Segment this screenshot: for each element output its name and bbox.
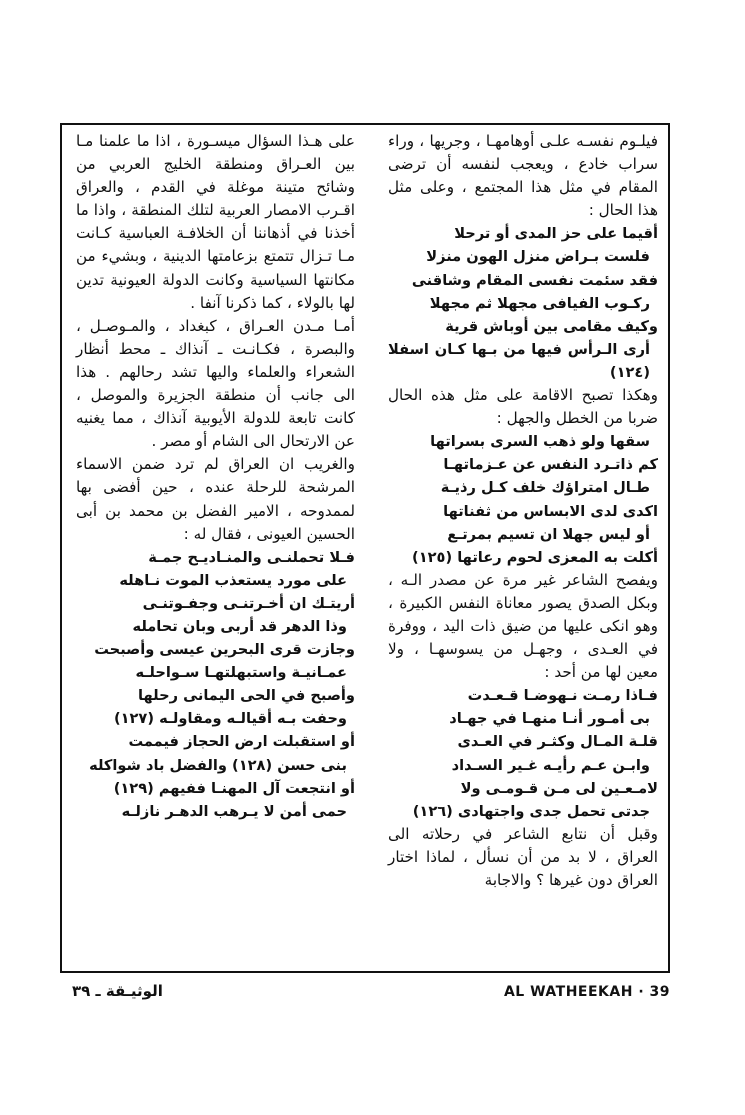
body-paragraph: أمـا مـدن العـراق ، كبغداد ، والمـوصـل ، والبصرة ، فكـانـت ـ آنذاك ـ محط أنظار الشعراء والعلماء واليها تشد رحالهم . هذا الى جانب أن منطقة الجزيرة والموصل ، كانت تابعة للدولة الأيوبية آنذاك ، مما يغنيه عن الارتحال الى الشام أو مصر .: [76, 316, 355, 451]
poem-verse: فـاذا رمـت نـهوضـا قـعـدت: [467, 687, 658, 705]
body-paragraph: والغريب ان العراق لم ترد ضمن الاسماء المرشحة للرحلة عنده ، حين أفضى بها لممدوحه ، الامير الفضل بن محمد بن أبى الحسين العيونى ، فقال له :: [76, 455, 355, 543]
poem-verse: وحفت بـه أقيالـه ومقاولـه (١٢٧): [113, 710, 347, 728]
poem-verse: على مورد يستعذب الموت نـاهله: [119, 571, 347, 589]
poem-verse: اكدى لدى الابساس من ثفناتها: [443, 502, 658, 520]
poem-verse: وابـن عـم رأيـه غـير السـداد: [451, 756, 650, 774]
body-paragraph: فيلـوم نفسـه علـى أوهامهـا ، وجريها ، وراء سراب خادع ، ويعجب لنفسه أن ترضى المقام في مثل هذا المجتمع ، وعلى مثل هذا الحال :: [388, 132, 658, 220]
poem-verse: فقد سئمت نفسى المقام وشاقنى: [411, 271, 658, 289]
footer-journal-page-number: AL WATHEEKAH · 39: [503, 984, 670, 1000]
body-paragraph: وهكذا تصبح الاقامة على مثل هذه الحال ضربا من الخطل والجهل :: [388, 386, 658, 428]
poem-verse: حمى أمن لا يـرهب الدهـر نازلـه: [121, 802, 347, 820]
poem-verse: أرى الـرأس فيها من بـها كـان اسفلا (١٢٤): [388, 340, 650, 381]
body-paragraph: ويفصح الشاعر غير مرة عن مصدر الـه ، وبكل الصدق يصور معاناة النفس الكبيرة ، وهو انكى عليها من ضيق ذات اليد ، ووفرة في العـدى ، وجهـل من يسوسهـا ، ولا معين لها من أحد :: [388, 570, 658, 682]
poem-verse: فـلا تحملنـى والمنـاديـح جمـة: [148, 548, 355, 566]
poem-verse: قلـة المـال وكثـر في العـدى: [457, 733, 658, 751]
poem-verse: وكيف مقامى بين أوباش قرية: [445, 317, 658, 335]
right-column: [388, 130, 658, 892]
poem-verse: عمـانيـة واستبهلتهـا سـواحلـه: [135, 664, 347, 682]
poem-verse: أو انتجعت آل المهنـا ففيهم (١٢٩): [113, 779, 355, 797]
body-paragraph: على هـذا السؤال ميسـورة ، اذا ما علمنا مـا بين العـراق ومنطقة الخليج العربي من وشائح متينة موغلة في القدم ، والعراق اقـرب الامصار العربية لتلك المنطقة ، واذا ما أخذنا في أذهاننا أن الخلافـة العباسية كـانت مـا تـزال تتمتع بزعامتها الدينية ، وبشيء من مكانتها السياسية وكانت الدولة العيونية تدين لها بالولاء ، كما ذكرنا آنفا .: [76, 132, 355, 312]
body-paragraph: وقبل أن نتابع الشاعر في رحلاته الى العراق ، لا بد من أن نسأل ، لماذا اختار العراق دون غيرها ؟ والاجابة: [388, 824, 658, 889]
poem-verse: أو استقبلت ارض الحجاز فيممت: [128, 733, 355, 751]
left-column: [76, 130, 355, 823]
poem-verse: جدتى تحمل جدى واجتهادى (١٢٦): [412, 802, 650, 820]
poem-verse: أقيما على حز المدى أو ترحلا: [454, 225, 658, 243]
poem-verse: وذا الدهر قد أربى وبان تحامله: [132, 617, 347, 635]
poem-verse: وجازت قرى البحرين عيسى وأصبحت: [94, 641, 355, 659]
poem-verse: أريتـك ان أخـرتنـى وجفـوتنـى: [142, 594, 355, 612]
poem-verse: بى أمـور أنـا منهـا في جهـاد: [449, 710, 650, 728]
poem-verse: طـال امتراؤك خلف كـل رذيـة: [440, 479, 650, 497]
page-footer: [60, 982, 670, 1004]
footer-arabic-page-number: الوثيـقة ـ ٣٩: [72, 982, 163, 1000]
poem-verse: كم ذاتـرد النفس عن عـزماتهـا: [443, 456, 658, 474]
poem-verse: سقها ولو ذهب السرى بسراتها: [430, 433, 650, 451]
poem-verse: أو ليس جهلا ان تسيم بمرتـع: [447, 525, 650, 543]
poem-verse: لامـعـين لى مـن قـومـى ولا: [460, 779, 658, 797]
poem-verse: فلست بـراض منزل الهون منزلا: [426, 248, 650, 266]
poem-verse: بنى حسن (١٢٨) والفضل باد شواكله: [89, 756, 347, 774]
poem-verse: أكلت به المعزى لحوم رعاتها (١٢٥): [412, 548, 658, 566]
poem-verse: وأصبح في الحى اليمانى رحلها: [138, 687, 355, 705]
poem-verse: ركـوب الفيافى مجهلا ثم مجهلا: [429, 294, 650, 312]
